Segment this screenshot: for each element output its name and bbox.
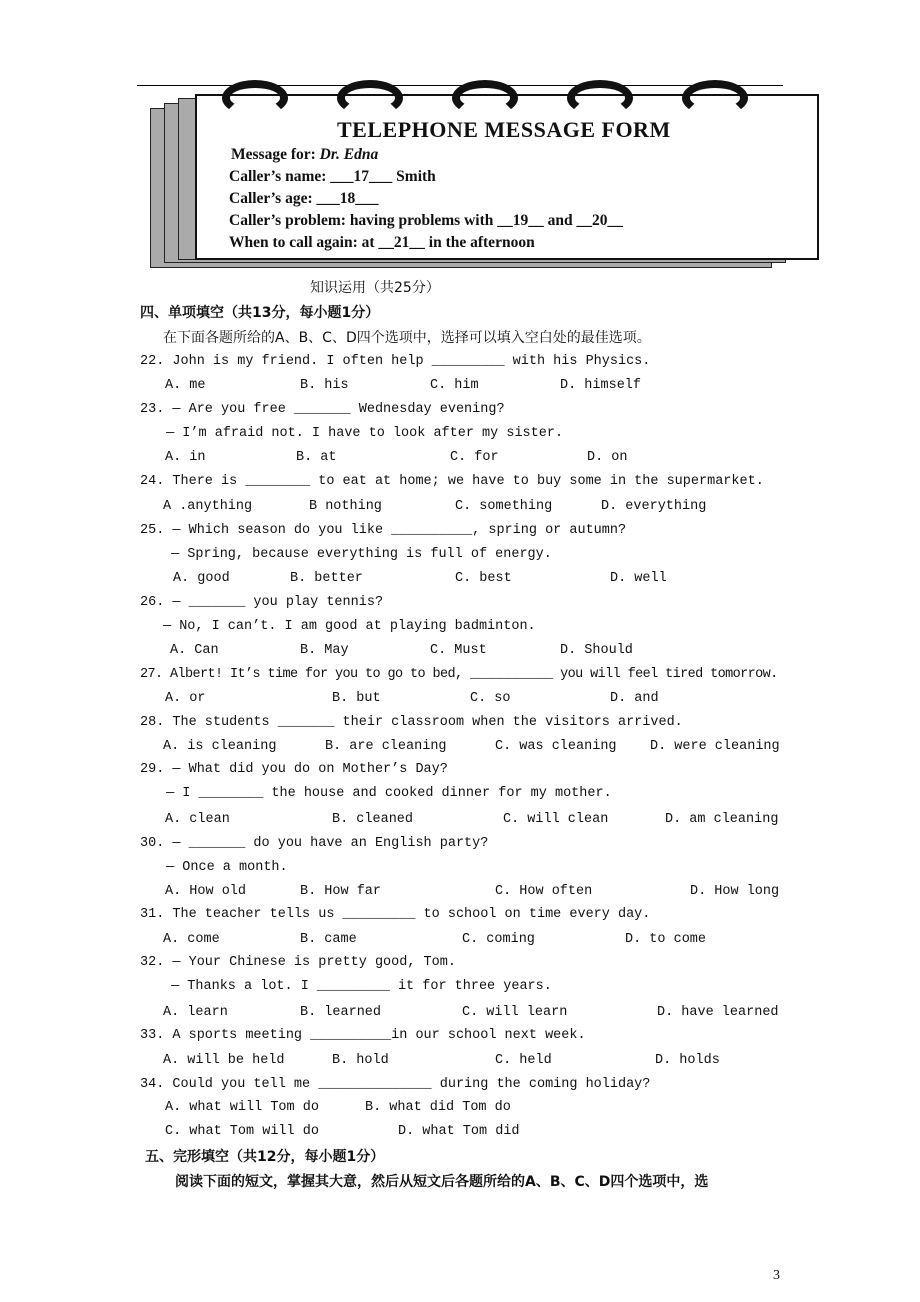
option: B. are cleaning — [325, 739, 447, 754]
question-24: 24. There is ________ to eat at home; we have to buy some in the supermarket. — [140, 474, 764, 489]
option: B. his — [300, 378, 349, 393]
option: C. coming — [462, 932, 535, 947]
question-line: — No, I can’t. I am good at playing badminton. — [163, 619, 536, 634]
message-for-value: Dr. Edna — [319, 146, 379, 163]
option: B. but — [332, 691, 381, 706]
question-23: 23. — Are you free _______ Wednesday evening? — [140, 402, 505, 417]
option: C. something — [455, 499, 553, 514]
question-line: — Spring, because everything is full of energy. — [163, 547, 552, 562]
question-30: 30. — _______ do you have an English party? — [140, 836, 489, 851]
question-line: — Once a month. — [158, 860, 288, 875]
question-32: 32. — Your Chinese is pretty good, Tom. — [140, 955, 456, 970]
option: B. learned — [300, 1005, 382, 1020]
option: A. will be held — [163, 1053, 285, 1068]
option: A. good — [173, 571, 230, 586]
option: B. came — [300, 932, 357, 947]
question-31: 31. The teacher tells us _________ to school on time every day. — [140, 907, 651, 922]
option: A. what will Tom do — [165, 1100, 319, 1115]
question-25: 25. — Which season do you like __________, spring or autumn? — [140, 523, 627, 538]
question-28: 28. The students _______ their classroom when the visitors arrived. — [140, 715, 683, 730]
option: D. am cleaning — [665, 812, 779, 827]
section5-title: 五、完形填空（共12分，每小题1分） — [145, 1149, 385, 1165]
option: A. Can — [170, 643, 219, 658]
question-line: — I ________ the house and cooked dinner for my mother. — [158, 786, 612, 801]
option: A. learn — [163, 1005, 228, 1020]
option: A .anything — [163, 499, 253, 514]
exam-text — [0, 20, 920, 1220]
option: B. hold — [332, 1053, 389, 1068]
option: A. in — [165, 450, 206, 465]
question-33: 33. A sports meeting __________in our school next week. — [140, 1028, 586, 1043]
option: B. what did Tom do — [365, 1100, 511, 1115]
option: C. How often — [495, 884, 593, 899]
option: D. and — [610, 691, 659, 706]
option: A. clean — [165, 812, 230, 827]
option: B. May — [300, 643, 349, 658]
call-again: When to call again: at __21__ in the afternoon — [229, 234, 535, 251]
caller-problem: Caller’s problem: having problems with __19__ and __20__ — [229, 212, 623, 229]
question-line: — Thanks a lot. I _________ it for three years. — [163, 979, 552, 994]
option: C. what Tom will do — [165, 1124, 319, 1139]
option: C. for — [450, 450, 499, 465]
question-26: 26. — _______ you play tennis? — [140, 595, 384, 610]
option: C. him — [430, 378, 479, 393]
caller-name: Caller’s name: ___17___ Smith — [229, 168, 436, 185]
option: C. will clean — [503, 812, 609, 827]
question-29: 29. — What did you do on Mother’s Day? — [140, 762, 448, 777]
section4-title: 四、单项填空（共13分，每小题1分） — [140, 305, 380, 321]
option: D. well — [610, 571, 667, 586]
option: D. have learned — [657, 1005, 779, 1020]
option: A. or — [165, 691, 206, 706]
caller-age: Caller’s age: ___18___ — [229, 190, 379, 207]
form-title: TELEPHONE MESSAGE FORM — [337, 117, 671, 142]
option: D. holds — [655, 1053, 720, 1068]
page-number: 3 — [773, 1268, 780, 1283]
option: C. was cleaning — [495, 739, 617, 754]
section4-instruction: 在下面各题所给的A、B、C、D四个选项中，选择可以填入空白处的最佳选项。 — [163, 330, 651, 346]
option: D. himself — [560, 378, 642, 393]
option: C. so — [470, 691, 511, 706]
option: B. at — [296, 450, 337, 465]
option: C. best — [455, 571, 512, 586]
question-line: — I’m afraid not. I have to look after my sister. — [158, 426, 564, 441]
option: B. cleaned — [332, 812, 414, 827]
option: D. what Tom did — [398, 1124, 520, 1139]
option: C. will learn — [462, 1005, 568, 1020]
question-27: 27. Albert! It’s time for you to go to bed, ___________ you will feel tired tomorrow. — [140, 667, 778, 682]
option: D. were cleaning — [650, 739, 780, 754]
option: D. Should — [560, 643, 633, 658]
option: A. is cleaning — [163, 739, 277, 754]
section-header: 知识运用（共25分） — [310, 280, 440, 296]
option: A. come — [163, 932, 220, 947]
option: A. me — [165, 378, 206, 393]
option: D. to come — [625, 932, 707, 947]
section5-instruction: 阅读下面的短文，掌握其大意，然后从短文后各题所给的A、B、C、D四个选项中，选 — [175, 1174, 709, 1190]
option: B. How far — [300, 884, 382, 899]
option: D. everything — [601, 499, 707, 514]
message-for-label: Message for: — [231, 146, 320, 163]
option: D. How long — [690, 884, 780, 899]
question-34: 34. Could you tell me ______________ during the coming holiday? — [140, 1077, 651, 1092]
option: B nothing — [309, 499, 382, 514]
option: C. held — [495, 1053, 552, 1068]
option: A. How old — [165, 884, 247, 899]
question-22: 22. John is my friend. I often help _________ with his Physics. — [140, 354, 651, 369]
option: B. better — [290, 571, 363, 586]
option: D. on — [587, 450, 628, 465]
option: C. Must — [430, 643, 487, 658]
